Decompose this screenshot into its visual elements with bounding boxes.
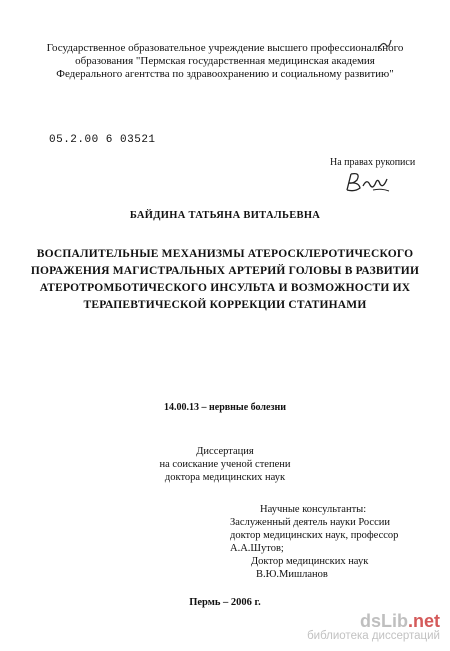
watermark-logo-main: dsLib	[359, 611, 408, 631]
institution-line-1: Государственное образовательное учреждение высшего профессионального	[46, 42, 404, 54]
rights-notice: На правах рукописи	[330, 157, 416, 168]
consultant-line-4: Доктор медицинских наук	[251, 556, 369, 567]
dslib-watermark	[307, 612, 440, 643]
library-stamp-number: 05.2.00 6 03521	[49, 134, 156, 146]
handwritten-signature	[343, 170, 393, 199]
consultants-heading: Научные консультанты:	[260, 504, 367, 515]
consultant-line-5: В.Ю.Мишланов	[256, 569, 328, 580]
scientific-consultants	[230, 503, 398, 581]
degree-line-1: Диссертация	[196, 446, 254, 457]
watermark-logo-tld: .net	[407, 611, 440, 631]
consultant-line-3: А.А.Шутов;	[230, 543, 284, 554]
consultant-line-2: доктор медицинских наук, профессор	[230, 530, 399, 541]
title-line-1: ВОСПАЛИТЕЛЬНЫЕ МЕХАНИЗМЫ АТЕРОСКЛЕРОТИЧЕСКОГО	[36, 248, 414, 260]
city-year: Пермь – 2006 г.	[189, 597, 261, 608]
dissertation-degree	[0, 445, 450, 484]
title-line-4: ТЕРАПЕВТИЧЕСКОЙ КОРРЕКЦИИ СТАТИНАМИ	[83, 299, 367, 311]
watermark-logo	[307, 612, 440, 630]
degree-line-3: доктора медицинских наук	[164, 472, 286, 483]
institution-line-3: Федерального агентства по здравоохранению и социальному развитию"	[56, 68, 394, 80]
specialty-code: 14.00.13 – нервные болезни	[164, 402, 286, 413]
author-name: БАЙДИНА ТАТЬЯНА ВИТАЛЬЕВНА	[129, 210, 321, 221]
pen-mark	[378, 38, 392, 54]
title-line-3: АТЕРОТРОМБОТИЧЕСКОГО ИНСУЛЬТА И ВОЗМОЖНОСТИ ИХ	[39, 282, 411, 294]
dissertation-title	[0, 246, 450, 314]
title-line-2: ПОРАЖЕНИЯ МАГИСТРАЛЬНЫХ АРТЕРИЙ ГОЛОВЫ В РАЗВИТИИ	[30, 265, 420, 277]
consultant-line-1: Заслуженный деятель науки России	[230, 517, 390, 528]
watermark-subtitle: библиотека диссертаций	[307, 630, 440, 642]
degree-line-2: на соискание ученой степени	[159, 459, 291, 470]
institution-line-2: образования "Пермская государственная медицинская академия	[75, 55, 375, 67]
